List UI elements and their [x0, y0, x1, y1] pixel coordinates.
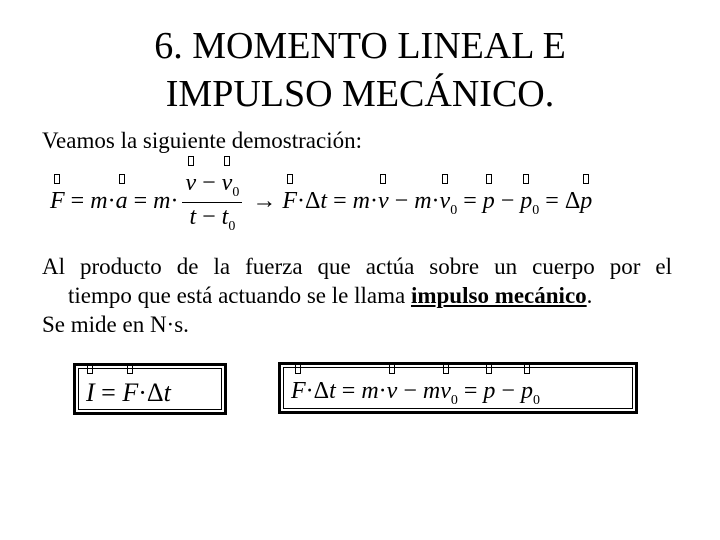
slide-title	[0, 22, 720, 118]
definition-paragraph	[42, 252, 672, 339]
intro-text: Veamos la siguiente demostración:	[42, 128, 363, 153]
paragraph-line-2	[42, 281, 672, 310]
paragraph-line-3: Se mide en N·s.	[42, 312, 189, 337]
title-line-1: 6. MOMENTO LINEAL E	[154, 25, 566, 67]
paragraph-line-2-end: .	[586, 283, 593, 308]
impulse-momentum-formula: F ·Δt = m·v − mv $_0$ = p − p $_0$	[291, 378, 540, 409]
impulso-mecanico-term: impulso mecánico	[410, 283, 587, 308]
paragraph-line-1: Al producto de la fuerza que actúa sobre un cuerpo por el	[42, 254, 672, 279]
impulse-momentum-box	[278, 362, 638, 414]
paragraph-line-2-text: tiempo que está actuando se le llama	[68, 283, 411, 308]
demonstration-equation: F = m·a = m· v − v $_0$ $t - t_0$ → F ·Δt = m·v − m·v $_0$ = p − p $_0$ = Δp	[50, 170, 592, 235]
title-line-2: IMPULSO MECÁNICO.	[165, 73, 555, 115]
impulse-definition-formula: I = F ·Δt	[86, 378, 171, 408]
impulse-definition-box	[73, 363, 227, 415]
